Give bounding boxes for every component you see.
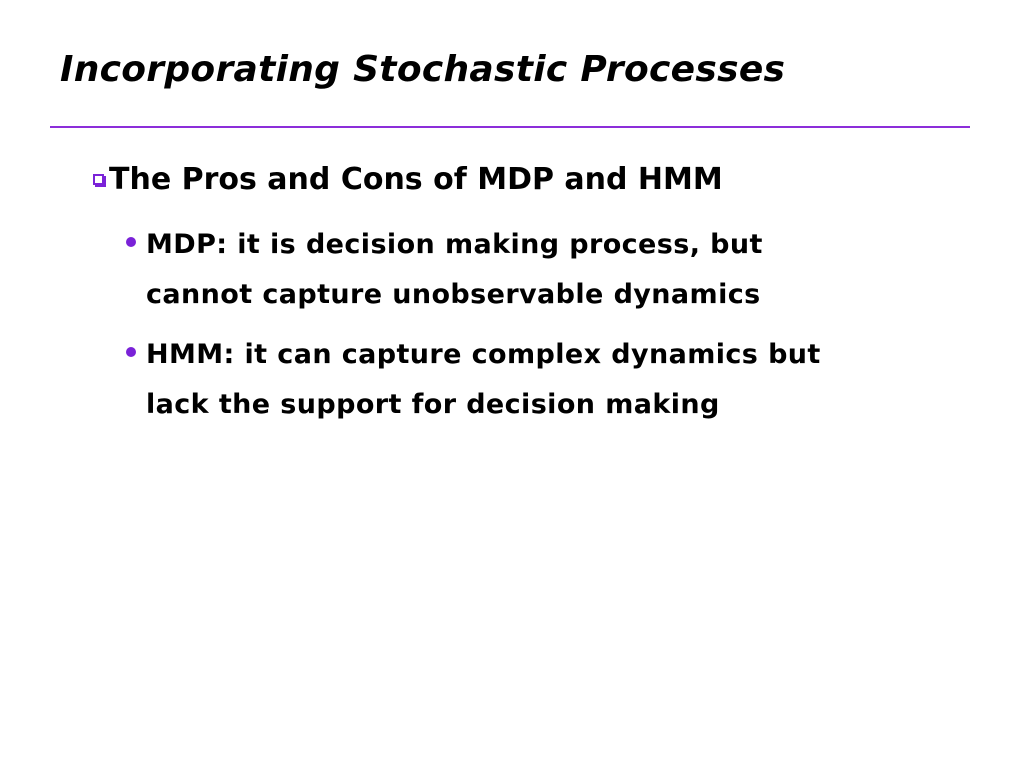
bullet-mdp-text bbox=[146, 220, 763, 320]
bullet-hmm-text bbox=[146, 330, 821, 430]
checkbox-bullet-icon bbox=[93, 174, 104, 185]
dot-bullet-icon bbox=[126, 237, 136, 247]
bullet-hmm-line1: HMM: it can capture complex dynamics but bbox=[146, 339, 821, 370]
dot-bullet-icon bbox=[126, 347, 136, 357]
bullet-level1 bbox=[93, 158, 723, 202]
bullet-mdp-line1: MDP: it is decision making process, but bbox=[146, 229, 763, 260]
bullet-hmm-line2: lack the support for decision making bbox=[146, 389, 720, 420]
slide-title: Incorporating Stochastic Processes bbox=[60, 49, 786, 90]
bullet-level1-text: The Pros and Cons of MDP and HMM bbox=[109, 162, 723, 197]
title-divider bbox=[50, 126, 970, 128]
bullet-mdp bbox=[126, 220, 946, 320]
bullet-hmm bbox=[126, 330, 946, 430]
bullet-mdp-line2: cannot capture unobservable dynamics bbox=[146, 279, 761, 310]
